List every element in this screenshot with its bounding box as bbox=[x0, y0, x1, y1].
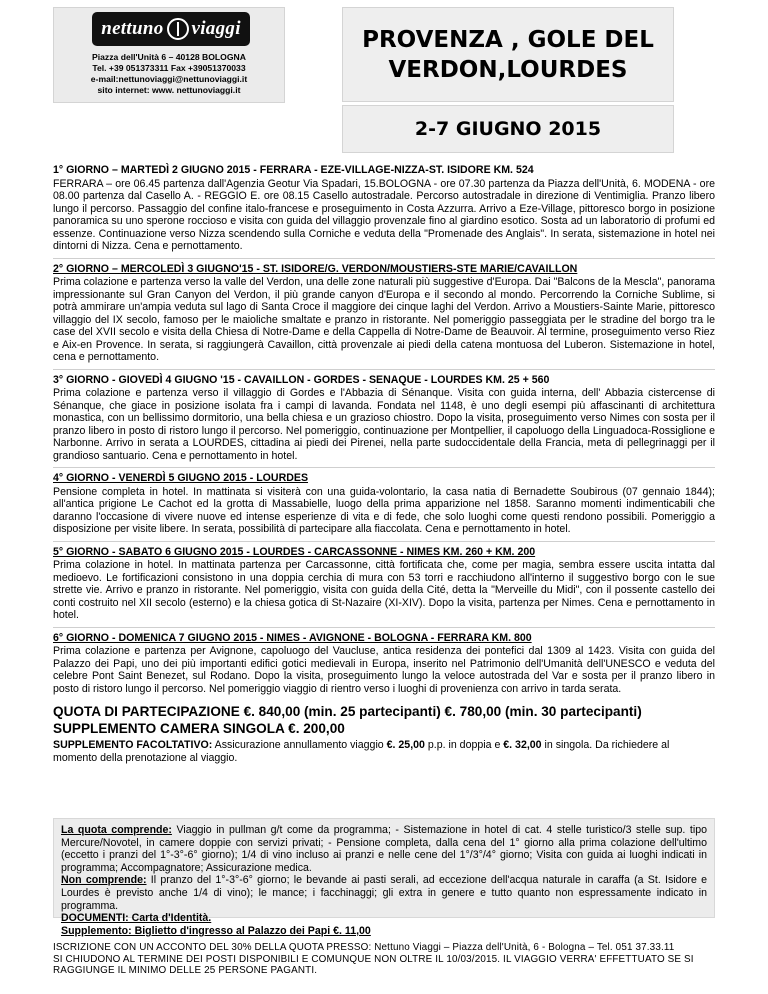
facoltativo-text-b: p.p. in doppia e bbox=[424, 739, 504, 751]
day-heading: 3° GIORNO - GIOVEDÌ 4 GIUGNO '15 - CAVAILLON - GORDES - SENAQUE - LOURDES KM. 25 + 560 bbox=[53, 373, 550, 386]
supplemento-singola: SUPPLEMENTO CAMERA SINGOLA €. 200,00 bbox=[53, 721, 345, 736]
quota-partecipazione: QUOTA DI PARTECIPAZIONE €. 840,00 (min. 25 partecipanti) €. 780,00 (min. 30 partecipanti) bbox=[53, 704, 642, 719]
footer-line2: SI CHIUDONO AL TERMINE DEI POSTI DISPONIBILI E COMUNQUE NON OLTRE IL 10/03/2015. IL VIAGGIO VERRA' EFFETTUATO SE SI RAGGIUNGE IL MINIMO DELLE 25 PERSONE PAGANTI. bbox=[53, 953, 694, 976]
itinerary bbox=[53, 164, 715, 765]
facoltativo-price-double: €. 25,00 bbox=[386, 739, 425, 751]
day-text: Prima colazione e partenza verso il villaggio di Gordes e l'Abbazia di Sénanque. Visita con guida interna, dell' Abbazia cistercense di Sénanque, che giace in posizione isolata fra i campi di lavanda. Fondata nel 1148, è uno degli esempi più affascinanti di architettura monastica, con un bellissimo dormitorio, una bella chiesa e un grazioso chiostro. Dopo la visita, proseguimento verso Nimes con sosta per il pranzo libero in posto di ristoro lungo il percorso. Nel pomeriggio, continuazione per Montpellier, il capoluogo della Linguadoca-Rossiglione e Narbonne. Arrivo in serata a LOURDES, cittadina ai piedi dei Pirenei, nella parte sudoccidentale della Francia, meta di pellegrinaggi per il grandioso santuario. Cena e pernottamento in hotel. bbox=[53, 387, 715, 462]
day-heading: 2° GIORNO – MERCOLEDÌ 3 GIUGNO'15 - ST. ISIDORE/G. VERDON/MOUSTIERS-STE MARIE/CAVAILLON bbox=[53, 262, 578, 275]
divider bbox=[53, 369, 715, 370]
agency-address: Piazza dell'Unità 6 – 40128 BOLOGNA bbox=[92, 52, 246, 62]
day-3 bbox=[53, 374, 715, 463]
trip-title-line2: VERDON,LOURDES bbox=[388, 56, 628, 83]
trip-dates-text: 2-7 GIUGNO 2015 bbox=[414, 118, 602, 140]
day-text: Pensione completa in hotel. In mattinata si visiterà con una guida-volontario, la casa natia di Bernadette Soubirous (07 gennaio 1844); all'antica prigione Le Cachot ed la grotta di Massabielle, luogo della prima apparizione nel 1858. Saranno momenti indimenticabili che daranno l'occasione di vivere nuove ed intense esperienze di vita e di fede, che solo luoghi come questi rendono possibili. Pomeriggio a disposizione per visite libere. In serata, possibilità di partecipare alla fiaccolata. Cena e pernottamento in hotel. bbox=[53, 485, 715, 535]
logo-text-right: viaggi bbox=[191, 18, 241, 39]
facoltativo-price-single: €. 32,00 bbox=[503, 739, 542, 751]
quota-non-comprende bbox=[61, 874, 707, 912]
agency-logo bbox=[92, 12, 250, 46]
pricing bbox=[53, 703, 715, 765]
day-5 bbox=[53, 546, 715, 622]
logo-text-left: nettuno bbox=[101, 18, 164, 39]
supplemento-facoltativo bbox=[53, 739, 715, 765]
footer-line1: ISCRIZIONE CON UN ACCONTO DEL 30% DELLA QUOTA PRESSO: Nettuno Viaggi – Piazza dell'Unità, 6 - Bologna – Tel. 051 37.33.11 bbox=[53, 942, 675, 953]
day-heading: 6° GIORNO - DOMENICA 7 GIUGNO 2015 - NIMES - AVIGNONE - BOLOGNA - FERRARA KM. 800 bbox=[53, 631, 532, 644]
agency-phone: Tel. +39 051373311 Fax +39051370033 bbox=[92, 63, 246, 73]
trip-dates bbox=[342, 105, 674, 153]
day-text: Prima colazione e partenza per Avignone, capoluogo del Vaucluse, antica residenza dei pontefici dal 1309 al 1423. Visita con guida del Palazzo dei Papi, uno dei più importanti edifici gotici medievali in Europa, inserito nel Patrimonio dell'Umanità dell'UNESCO e veduta del celebre Pont Saint Benezet, sul Rodano. Dopo la visita, proseguimento lungo la veloce autostrada del Var e sosta per il pranzo libero in posto di ristoro lungo il percorso. Nel pomeriggio viaggio di rientro verso i luoghi di provenienza con arrivo in tarda serata. bbox=[53, 645, 715, 695]
comprende-text: Viaggio in pullman g/t come da programma; - Sistemazione in hotel di cat. 4 stelle turistico/3 stelle sup. tipo Mercure/Novotel, in camere doppie con servizi privati; - Pensione completa, dalla cena del 1° giorno alla prima colazione dell'ultimo (eccetto i pranzi del 1°-3°-6° giorno); 1/4 di vino incluso ai pranzi e nelle cene del 1°/3°/4° giorno; Visita con guida ai luoghi indicati in programma; Accompagnatore; Assicurazione medica. bbox=[61, 824, 707, 874]
day-2 bbox=[53, 263, 715, 364]
day-heading: 4° GIORNO - VENERDÌ 5 GIUGNO 2015 - LOURDES bbox=[53, 472, 309, 484]
logo-trident-icon bbox=[167, 18, 189, 40]
day-heading: 5° GIORNO - SABATO 6 GIUGNO 2015 - LOURDES - CARCASSONNE - NIMES KM. 260 + KM. 200 bbox=[53, 545, 536, 558]
inclusions-box bbox=[53, 818, 715, 937]
agency-header bbox=[53, 7, 285, 103]
day-4 bbox=[53, 472, 715, 536]
agency-email: e-mail:nettunoviaggi@nettunoviaggi.it bbox=[90, 74, 248, 84]
footer bbox=[53, 942, 715, 977]
quota-comprende bbox=[61, 824, 707, 874]
comprende-label: La quota comprende: bbox=[61, 824, 172, 836]
day-text: FERRARA – ore 06.45 partenza dall'Agenzia Geotur Via Spadari, 15.BOLOGNA - ore 07.30 partenza da Piazza dell'Unità, 6. MODENA - ore 08.00 partenza dal Casello A. - REGGIO E. ore 08.15 Casello autostradale. Percorso autostradale in direzione di Ventimiglia. Pranzo libero lungo il percorso. Passaggio del confine italo-francese e proseguimento in Costa Azzurra. Arrivo a Eze-Village, pittoresco borgo in posizione panoramica su uno sperone roccioso e visita con guida del villaggio provenzale fino al giardino esotico. Sosta ad un laboratorio di profumi ed essenze. Continuazione verso Nizza scendendo sulla Corniche e veduta della "Promenade des Anglais". In serata, sistemazione in hotel nei dintorni di Nizza. Cena e pernottamento. bbox=[53, 177, 715, 252]
documenti: DOCUMENTI: Carta d'Identità. bbox=[61, 912, 212, 925]
facoltativo-text-c: in singola. Da richiedere al momento della prenotazione al viaggio. bbox=[53, 739, 670, 764]
day-heading: 1° GIORNO – MARTEDÌ 2 GIUGNO 2015 - FERRARA - EZE-VILLAGE-NIZZA-ST. ISIDORE KM. 524 bbox=[53, 164, 534, 176]
agency-contacts bbox=[54, 52, 284, 96]
trip-title bbox=[342, 7, 674, 102]
divider bbox=[53, 627, 715, 628]
supplemento-palazzo: Supplemento: Biglietto d'ingresso al Palazzo dei Papi €. 11,00 bbox=[61, 924, 371, 937]
divider bbox=[53, 258, 715, 259]
divider bbox=[53, 467, 715, 468]
day-1 bbox=[53, 164, 715, 253]
facoltativo-label: SUPPLEMENTO FACOLTATIVO: bbox=[53, 739, 213, 751]
day-text: Prima colazione e partenza verso la valle del Verdon, una delle zone naturali più suggestive d'Europa. Dai "Balcons de la Mescla", panorama impressionante sul Gran Canyon del Verdon, il più grande canyon d'Europa e il secondo al mondo. Percorrendo la Corniche Sublime, si potrà ammirare un'ampia veduta sul lago di Santa Croce il maggiore dei cinque laghi del Verdon. Arrivo a Moustiers-Sainte Marie, pittoresco villaggio del IX secolo, famoso per le maioliche smaltate e pranzo in ristorante. Nel pomeriggio passeggiata per le stradine del borgo tra le case del XVII secolo e visita della Chiesa di Notre-Dame e della Cappella di Notre-Dame de Beauvoir. Al termine, proseguimento verso Riez e Aix-en Provence. In serata, si raggiungerà Cavaillon, città provenzale ai piedi della catena montuosa del Luberon. Sistemazione in hotel, cena e pernottamento. bbox=[53, 276, 715, 363]
trip-title-line1: PROVENZA , GOLE DEL bbox=[362, 26, 654, 53]
day-text: Prima colazione in hotel. In mattinata partenza per Carcassonne, città fortificata che, come per magia, sembra essere uscita intatta dal medioevo. Le fortificazioni consistono in una doppia cerchia di mura con 53 torri e racchiudono all'interno il suggestivo borgo con le sue strette vie. Arrivo e pranzo in ristorante. Nel pomeriggio, visita con guida della Cité, detta la "Merveille du Midi", con il possente castello dei conti costruito nel XII secolo (esterno) e la chiesa gotica di St-Nazaire (XI-XIV). Dopo la visita, partenza per Nimes. Cena e pernottamento in hotel. bbox=[53, 559, 715, 621]
agency-website: sito internet: www. nettunoviaggi.it bbox=[97, 85, 241, 95]
divider bbox=[53, 541, 715, 542]
non-comprende-text: Il pranzo del 1°-3°-6° giorno; le bevande ai pasti serali, ad eccezione dell'acqua naturale in caraffa (a St. Isidore e Lourdes è previsto anche 1/4 di vino); le mance; i facchinaggi; gli extra in genere e tutto quanto non espressamente indicato in programma. bbox=[61, 874, 707, 912]
day-6 bbox=[53, 632, 715, 696]
facoltativo-text-a: Assicurazione annullamento viaggio bbox=[212, 739, 387, 751]
non-comprende-label: Non comprende: bbox=[61, 874, 147, 887]
